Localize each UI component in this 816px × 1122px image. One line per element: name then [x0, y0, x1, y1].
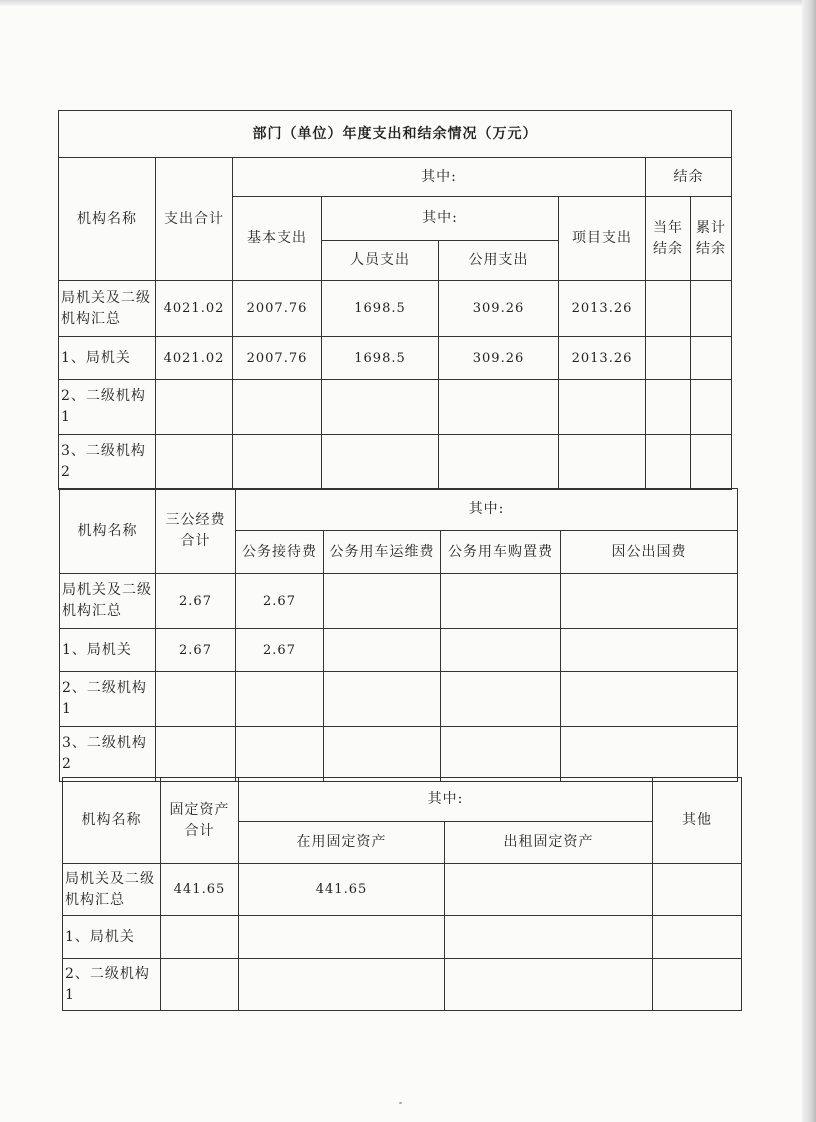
- cell-project: 2013.26: [559, 337, 646, 380]
- cell-basic: [233, 435, 322, 490]
- header-org-name: 机构名称: [59, 158, 156, 281]
- cell-overseas-travel: [561, 727, 738, 782]
- header-fixed-assets-total: 固定资产 合计: [161, 778, 239, 864]
- org-name: 局机关及二级 机构汇总: [59, 281, 156, 337]
- table-row: [59, 281, 732, 337]
- fixed-assets-table: [62, 777, 742, 1011]
- org-name: 1、局机关: [63, 916, 161, 959]
- table-row: [63, 959, 742, 1011]
- table-row: [60, 574, 738, 629]
- cell-project: [559, 435, 646, 490]
- org-name: 3、二级机构 2: [60, 727, 156, 782]
- cell-public: 309.26: [439, 337, 559, 380]
- cell-basic: 2007.76: [233, 337, 322, 380]
- cell-rented: [445, 864, 653, 916]
- cell-project: 2013.26: [559, 281, 646, 337]
- header-org-name: 机构名称: [63, 778, 161, 864]
- cell-total: [161, 916, 239, 959]
- cell-total: 2.67: [156, 629, 236, 672]
- org-name: 局机关及二级 机构汇总: [60, 574, 156, 629]
- cell-vehicle-operation: [324, 727, 441, 782]
- scan-right-edge: [802, 0, 816, 1122]
- cell-current: [646, 281, 691, 337]
- cell-other: [653, 959, 742, 1011]
- cell-cumulative: [691, 337, 732, 380]
- cell-total: [156, 727, 236, 782]
- cell-vehicle-purchase: [441, 672, 561, 727]
- cell-total: [156, 672, 236, 727]
- cell-reception: [236, 727, 324, 782]
- org-name: 3、二级机构 2: [59, 435, 156, 490]
- cell-current: [646, 435, 691, 490]
- cell-personnel: [322, 380, 439, 435]
- org-name: 1、局机关: [60, 629, 156, 672]
- cell-vehicle-purchase: [441, 574, 561, 629]
- cell-project: [559, 380, 646, 435]
- cell-public: [439, 435, 559, 490]
- header-overseas-travel: 因公出国费: [561, 531, 738, 574]
- cell-basic: 2007.76: [233, 281, 322, 337]
- header-cumulative-balance: 累计 结余: [691, 197, 732, 281]
- table-row: [63, 864, 742, 916]
- table-row: [60, 727, 738, 782]
- header-among: 其中:: [239, 778, 653, 822]
- cell-rented: [445, 959, 653, 1011]
- three-public-expenses-table: [59, 488, 738, 782]
- cell-personnel: 1698.5: [322, 281, 439, 337]
- header-balance: 结余: [646, 158, 732, 197]
- header-personnel: 人员支出: [322, 241, 439, 281]
- cell-overseas-travel: [561, 672, 738, 727]
- cell-reception: 2.67: [236, 629, 324, 672]
- header-reception: 公务接待费: [236, 531, 324, 574]
- cell-in-use: [239, 916, 445, 959]
- header-three-public-total: 三公经费 合计: [156, 489, 236, 574]
- header-basic-expenditure: 基本支出: [233, 197, 322, 281]
- cell-reception: [236, 672, 324, 727]
- cell-overseas-travel: [561, 574, 738, 629]
- cell-other: [653, 864, 742, 916]
- cell-in-use: [239, 959, 445, 1011]
- table-row: [59, 337, 732, 380]
- cell-basic: [233, 380, 322, 435]
- header-among-basic: 其中:: [322, 197, 559, 241]
- cell-overseas-travel: [561, 629, 738, 672]
- header-project-expenditure: 项目支出: [559, 197, 646, 281]
- cell-total: [161, 959, 239, 1011]
- header-org-name: 机构名称: [60, 489, 156, 574]
- table-row: [59, 380, 732, 435]
- cell-cumulative: [691, 380, 732, 435]
- cell-other: [653, 916, 742, 959]
- header-public: 公用支出: [439, 241, 559, 281]
- cell-vehicle-purchase: [441, 629, 561, 672]
- header-among: 其中:: [233, 158, 646, 197]
- cell-reception: 2.67: [236, 574, 324, 629]
- cell-public: 309.26: [439, 281, 559, 337]
- cell-vehicle-operation: [324, 672, 441, 727]
- org-name: 2、二级机构 1: [63, 959, 161, 1011]
- cell-in-use: 441.65: [239, 864, 445, 916]
- cell-personnel: [322, 435, 439, 490]
- cell-cumulative: [691, 281, 732, 337]
- cell-total: 441.65: [161, 864, 239, 916]
- table-row: [60, 672, 738, 727]
- cell-cumulative: [691, 435, 732, 490]
- cell-total: [156, 380, 233, 435]
- expenditure-table: [58, 110, 732, 490]
- cell-vehicle-purchase: [441, 727, 561, 782]
- page-title: 部门（单位）年度支出和结余情况（万元）: [59, 111, 732, 158]
- header-other: 其他: [653, 778, 742, 864]
- table-row: [60, 629, 738, 672]
- header-current-balance: 当年 结余: [646, 197, 691, 281]
- cell-vehicle-operation: [324, 629, 441, 672]
- header-in-use-assets: 在用固定资产: [239, 822, 445, 864]
- cell-total: 2.67: [156, 574, 236, 629]
- cell-total: 4021.02: [156, 281, 233, 337]
- cell-total: 4021.02: [156, 337, 233, 380]
- cell-public: [439, 380, 559, 435]
- org-name: 2、二级机构 1: [60, 672, 156, 727]
- header-rented-assets: 出租固定资产: [445, 822, 653, 864]
- header-vehicle-operation: 公务用车运维费: [324, 531, 441, 574]
- header-among: 其中:: [236, 489, 738, 531]
- org-name: 局机关及二级 机构汇总: [63, 864, 161, 916]
- cell-current: [646, 380, 691, 435]
- org-name: 1、局机关: [59, 337, 156, 380]
- scan-speck: [399, 1102, 402, 1104]
- cell-current: [646, 337, 691, 380]
- cell-rented: [445, 916, 653, 959]
- table-row: [59, 435, 732, 490]
- header-vehicle-purchase: 公务用车购置费: [441, 531, 561, 574]
- cell-total: [156, 435, 233, 490]
- table-row: [63, 916, 742, 959]
- org-name: 2、二级机构 1: [59, 380, 156, 435]
- header-total-expenditure: 支出合计: [156, 158, 233, 281]
- cell-personnel: 1698.5: [322, 337, 439, 380]
- cell-vehicle-operation: [324, 574, 441, 629]
- scan-top-edge: [0, 0, 816, 6]
